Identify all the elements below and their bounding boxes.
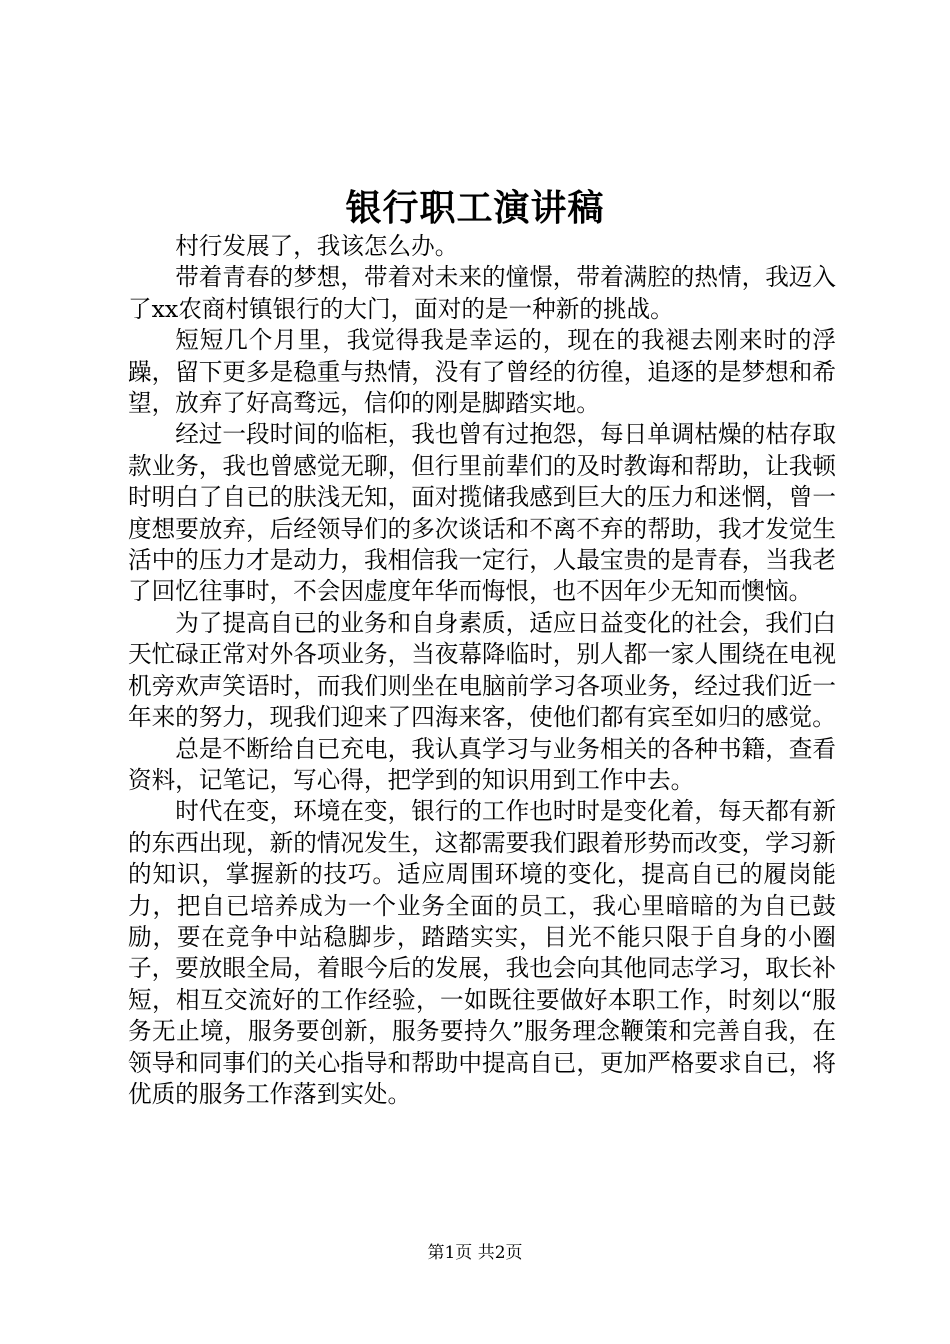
page-title: 银行职工演讲稿 (345, 187, 605, 229)
paragraph: 总是不断给自已充电，我认真学习与业务相关的各种书籍，查看资料，记笔记，写心得，把学到的知识用到工作中去。 (128, 734, 836, 794)
paragraph: 带着青春的梦想，带着对未来的憧憬，带着满腔的热情，我迈入了xx农商村镇银行的大门，面对的是一种新的挑战。 (128, 263, 836, 323)
paragraph: 短短几个月里，我觉得我是幸运的，现在的我褪去刚来时的浮躁，留下更多是稳重与热情，没有了曾经的彷徨，追逐的是梦想和希望，放弃了好高骛远，信仰的刚是脚踏实地。 (128, 326, 836, 418)
paragraph: 经过一段时间的临柜，我也曾有过抱怨，每日单调枯燥的枯存取款业务，我也曾感觉无聊，但行里前辈们的及时教诲和帮助，让我顿时明白了自已的肤浅无知，面对揽储我感到巨大的压力和迷惘，曾一度想要放弃，后经领导们的多次谈话和不离不弃的帮助，我才发觉生活中的压力才是动力，我相信我一定行，人最宝贵的是青春，当我老了回忆往事时，不会因虚度年华而悔恨，也不因年少无知而懊恼。 (128, 420, 836, 606)
document-body (128, 231, 836, 1110)
paragraph: 时代在变，环境在变，银行的工作也时时是变化着，每天都有新的东西出现，新的情况发生，这都需要我们跟着形势而改变，学习新的知识，掌握新的技巧。适应周围环境的变化，提高自已的履岗能力，把自已培养成为一个业务全面的员工，我心里暗暗的为自已鼓励，要在竞争中站稳脚步，踏踏实实，目光不能只限于自身的小圈子，要放眼全局，着眼今后的发展，我也会向其他同志学习，取长补短，相互交流好的工作经验，一如既往要做好本职工作，时刻以“服务无止境，服务要创新，服务要持久”服务理念鞭策和完善自我，在领导和同事们的关心指导和帮助中提高自已，更加严格要求自已，将优质的服务工作落到实处。 (128, 797, 836, 1108)
page-footer: 第1页 共2页 (427, 1243, 523, 1263)
paragraph: 为了提高自已的业务和自身素质，适应日益变化的社会，我们白天忙碌正常对外各项业务，当夜幕降临时，别人都一家人围绕在电视机旁欢声笑语时，而我们则坐在电脑前学习各项业务，经过我们近一年来的努力，现我们迎来了四海来客，使他们都有宾至如归的感觉。 (128, 608, 836, 732)
paragraph: 村行发展了，我该怎么办。 (175, 232, 459, 260)
